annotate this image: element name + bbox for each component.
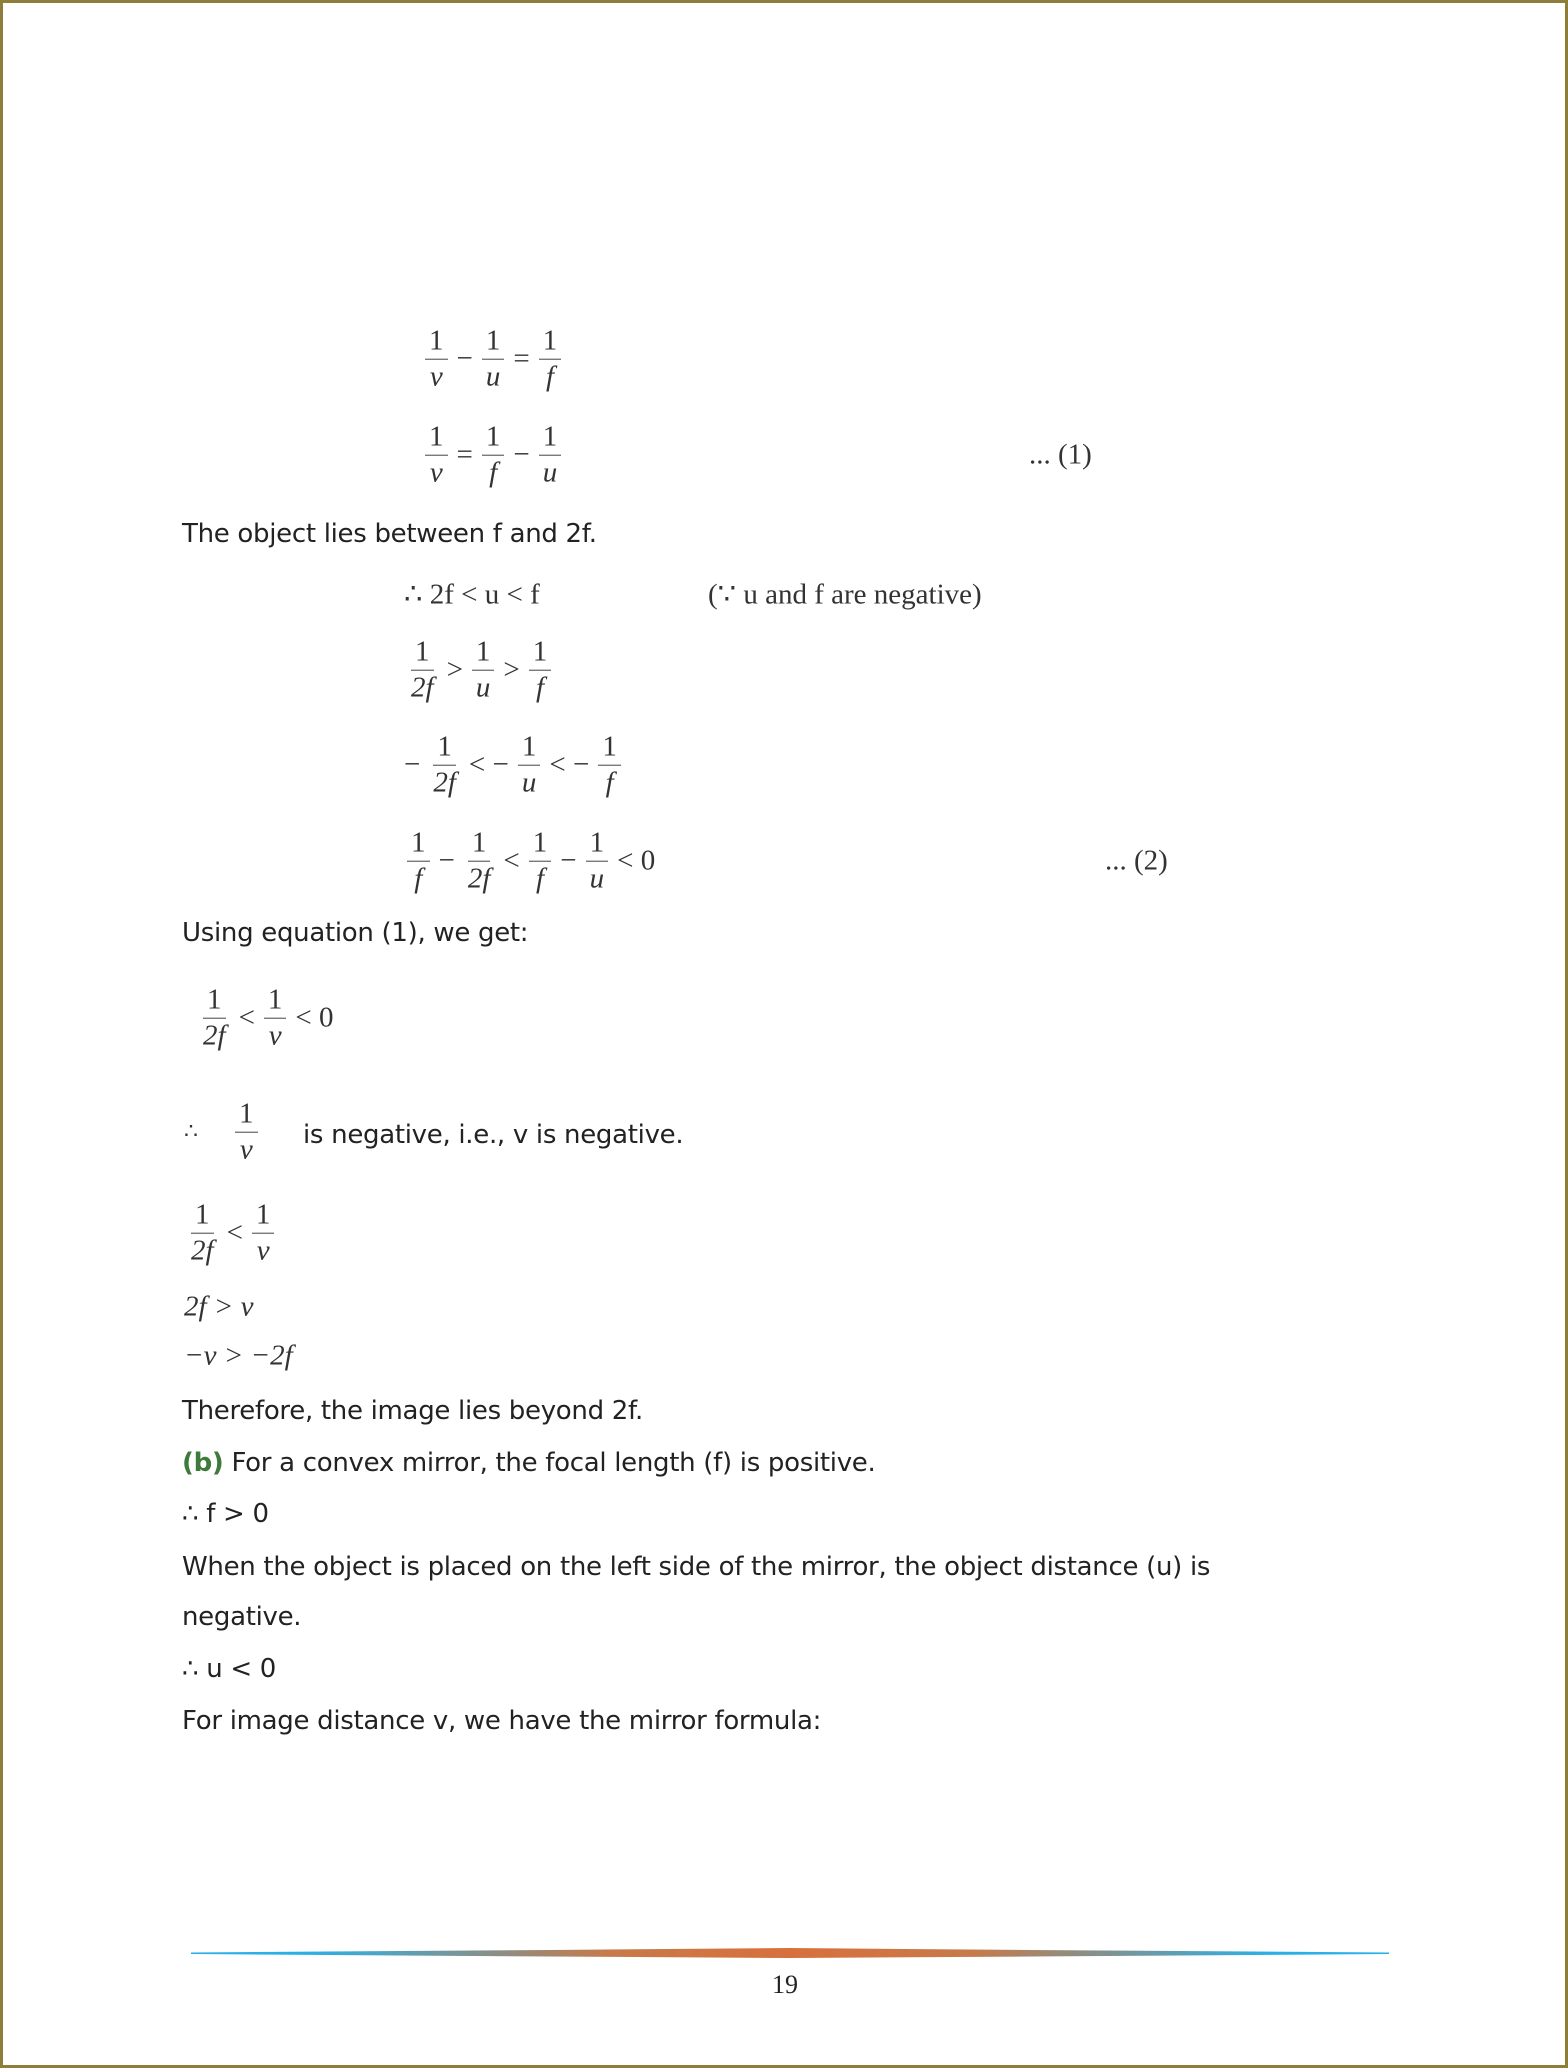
numerator: 1 [529,635,552,671]
denominator: f [536,671,545,704]
denominator: u [542,456,558,489]
inequality-v: $\frac{1}{2f}$ < $\frac{1}{v}$ < 0 [196,983,334,1054]
paragraph: negative. [182,1602,302,1632]
equation-1: $\frac{1}{v}$ = $\frac{1}{f}$ − $\frac{1}{u}$ [422,420,564,491]
inequality-negated: − $\frac{1}{2f}$ < − $\frac{1}{u}$ < − $\frac{1}{f}$ [404,730,624,801]
denominator: v [429,456,443,489]
range-inequality: ∴ 2f < u < f [404,578,540,611]
numerator: 1 [529,826,552,862]
denominator: 2f [203,1019,226,1052]
paragraph: When the object is placed on the left side of the mirror, the object distance (u) is [182,1552,1211,1582]
inequality-tail: < 0 [295,1001,334,1034]
numerator: 1 [252,1198,275,1234]
inequality-2f-v: 2f > v [184,1290,254,1323]
inequality-reciprocal: $\frac{1}{2f}$ > $\frac{1}{u}$ > $\frac{1}{f}$ [404,635,554,706]
numerator: 1 [586,826,609,862]
numerator: 1 [191,1198,214,1234]
numerator: 1 [482,420,505,456]
numerator: 1 [425,324,448,360]
equation-mirror-formula: $\frac{1}{v}$ − $\frac{1}{u}$ = $\frac{1}{f}$ [422,324,564,395]
paragraph: ∴ u < 0 [182,1654,277,1684]
denominator: f [545,360,554,393]
denominator: v [239,1133,253,1166]
denominator: u [521,766,537,799]
negative-statement [184,1097,261,1168]
paragraph: Using equation (1), we get: [182,918,529,948]
denominator: u [589,862,605,895]
numerator: 1 [203,983,226,1019]
equation-tag-2: ... (2) [1105,844,1168,877]
denominator: u [475,671,491,704]
paragraph: ∴ f > 0 [182,1499,269,1529]
therefore-symbol: ∴ [184,1119,198,1144]
numerator: 1 [235,1097,258,1133]
denominator: 2f [411,671,434,704]
range-note: (∵ u and f are negative) [708,578,982,611]
paragraph: For image distance v, we have the mirror formula: [182,1706,822,1736]
numerator: 1 [425,420,448,456]
paragraph: For a convex mirror, the focal length (f) is positive. [231,1448,876,1478]
numerator: 1 [539,420,562,456]
numerator: 1 [598,730,621,766]
denominator: f [414,862,423,895]
numerator: 1 [539,324,562,360]
numerator: 1 [472,635,495,671]
paragraph: is negative, i.e., v is negative. [303,1120,684,1150]
numerator: 1 [518,730,541,766]
inequality-v2: $\frac{1}{2f}$ < $\frac{1}{v}$ [184,1198,277,1269]
denominator: v [256,1234,270,1267]
denominator: u [485,360,501,393]
equation-tag-1: ... (1) [1029,438,1092,471]
denominator: 2f [433,766,456,799]
numerator: 1 [411,635,434,671]
inequality-tail: < 0 [617,844,656,877]
numerator: 1 [407,826,430,862]
numerator: 1 [468,826,491,862]
denominator: f [605,766,614,799]
numerator: 1 [264,983,287,1019]
numerator: 1 [433,730,456,766]
inequality-neg-v: −v > −2f [184,1339,293,1372]
numerator: 1 [482,324,505,360]
equation-2: $\frac{1}{f}$ − $\frac{1}{2f}$ < $\frac{1}{f}$ − $\frac{1}{u}$ < 0 [404,826,655,897]
part-b-label: (b) [182,1448,224,1478]
denominator: v [429,360,443,393]
denominator: 2f [191,1234,214,1267]
page-number: 19 [772,1970,798,1999]
denominator: v [268,1019,282,1052]
paragraph: Therefore, the image lies beyond 2f. [182,1396,643,1426]
denominator: f [536,862,545,895]
denominator: f [489,456,498,489]
part-b-line [182,1448,875,1478]
denominator: 2f [467,862,491,895]
paragraph: The object lies between f and 2f. [182,519,597,549]
